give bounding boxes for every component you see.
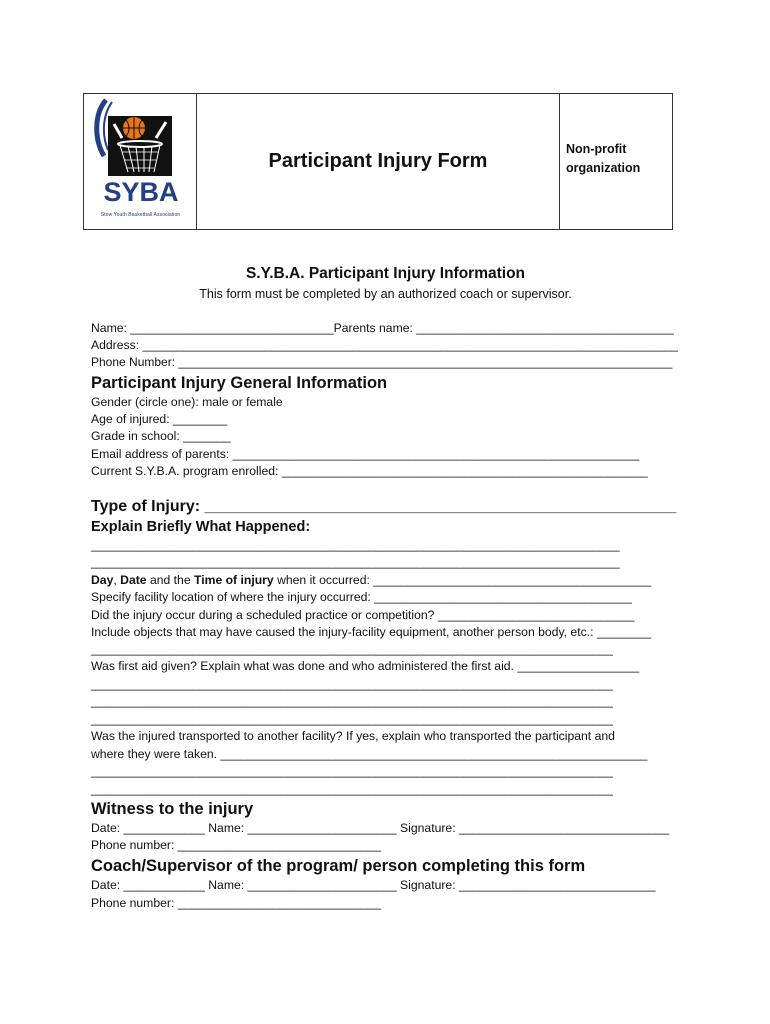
day-word: Day: [91, 573, 114, 587]
witness-heading: Witness to the injury: [91, 800, 254, 818]
explain-heading: Explain Briefly What Happened:: [91, 519, 311, 535]
coach-phone-line[interactable]: Phone number: ______________________________: [91, 896, 382, 910]
section-heading-injury-info: S.Y.B.A. Participant Injury Information: [245, 265, 526, 282]
witness-phone-line[interactable]: Phone number: ______________________________: [91, 838, 382, 852]
practice-competition-line[interactable]: Did the injury occur during a scheduled practice or competition? _____________________________: [91, 608, 635, 622]
explain-blank-line[interactable]: ______________________________________________________________________________: [91, 555, 620, 569]
facility-location-line[interactable]: Specify facility location of where the injury occurred: ______________________________________: [91, 590, 632, 604]
logo-caption: Stow Youth Basketball Association: [100, 212, 181, 218]
gender-line[interactable]: Gender (circle one): male or female: [91, 395, 283, 409]
phone-line[interactable]: Phone Number: __________________________________________________________________________: [91, 355, 673, 369]
transport-blank-line[interactable]: _____________________________________________________________________________: [91, 764, 613, 778]
coach-heading: Coach/Supervisor of the program/ person completing this form: [91, 857, 586, 875]
first-aid-blank-line[interactable]: _____________________________________________________________________________: [91, 694, 613, 708]
name-parents-line[interactable]: Name: ______________________________Parents name: ______________________________________: [91, 321, 674, 335]
witness-date-name-signature-line[interactable]: Date: ____________ Name: ______________________ Signature: _______________________________: [91, 821, 670, 835]
first-aid-line[interactable]: Was first aid given? Explain what was done and who administered the first aid. __________________: [91, 659, 640, 673]
grade-line[interactable]: Grade in school: _______: [91, 429, 231, 443]
form-title-cell: [197, 94, 560, 229]
first-aid-blank-line[interactable]: _____________________________________________________________________________: [91, 712, 613, 726]
objects-blank-line[interactable]: _____________________________________________________________________________: [91, 642, 613, 656]
type-of-injury-line[interactable]: Type of Injury: _____________________________________________________: [91, 498, 677, 515]
date-time-line[interactable]: [91, 572, 651, 589]
objects-line[interactable]: Include objects that may have caused the injury-facility equipment, another person body, etc.: ________: [91, 625, 652, 639]
org-line-2: organization: [566, 161, 641, 175]
syba-logo: [92, 94, 190, 214]
logo-cell: [84, 94, 197, 229]
comma: ,: [113, 573, 121, 587]
date-word: Date: [120, 573, 147, 587]
org-type-cell: [560, 94, 672, 229]
form-header-box: [83, 93, 673, 230]
address-line[interactable]: Address: _______________________________________________________________________________: [91, 338, 678, 352]
transport-answer-line[interactable]: where they were taken. _______________________________________________________________: [91, 747, 648, 761]
parent-email-line[interactable]: Email address of parents: ____________________________________________________________: [91, 447, 640, 461]
form-instructions: This form must be completed by an authorized coach or supervisor.: [199, 287, 572, 301]
explain-blank-line[interactable]: ______________________________________________________________________________: [91, 538, 620, 552]
coach-date-name-signature-line[interactable]: Date: ____________ Name: ______________________ Signature: _____________________________: [91, 878, 656, 892]
age-line[interactable]: Age of injured: ________: [91, 412, 228, 426]
form-title: Participant Injury Form: [268, 150, 488, 172]
general-info-heading: Participant Injury General Information: [91, 374, 388, 392]
first-aid-blank-line[interactable]: _____________________________________________________________________________: [91, 677, 613, 691]
transport-question-line: Was the injured transported to another facility? If yes, explain who transported the participant and: [91, 729, 615, 743]
org-line-1: Non-profit: [566, 142, 627, 156]
program-line[interactable]: Current S.Y.B.A. program enrolled: ______________________________________________________: [91, 464, 648, 478]
logo-wordmark: SYBA: [103, 177, 179, 207]
transport-blank-line[interactable]: _____________________________________________________________________________: [91, 782, 613, 796]
and-the: and the: [146, 573, 194, 587]
date-time-rest: when it occurred: _________________________________________: [273, 573, 652, 587]
time-word: Time of injury: [194, 573, 274, 587]
